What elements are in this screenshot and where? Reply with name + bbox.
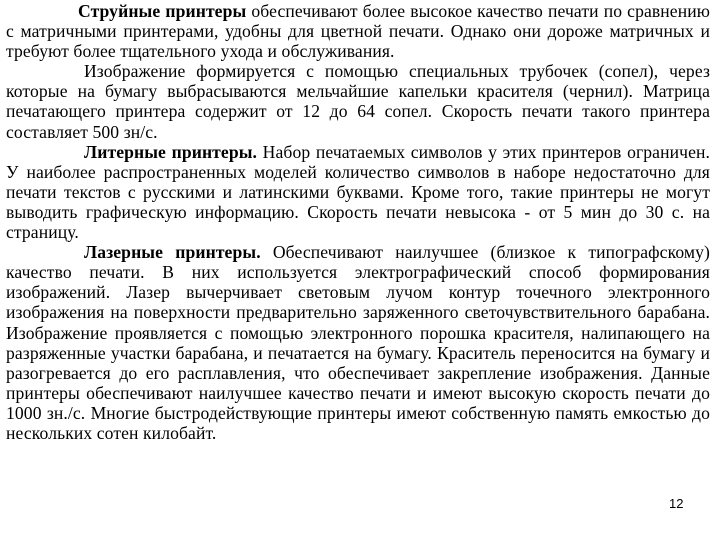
heading-inkjet-printers: Струйные принтеры: [78, 1, 247, 21]
paragraph-inkjet-details-text: Изображение формируется с помощью специальных трубочек (сопел), через которые на бумагу выбрасываются мельчайшие капельки красителя (чернил). Матрица печатающего принтера содержит от 12 до 64 сопел. Скорость печати такого принтера составляет 500 зн/с.: [6, 61, 710, 142]
paragraph-letter-printers: [6, 142, 710, 242]
paragraph-letter-text: Набор печатаемых символов у этих принтеров ограничен. У наиболее распространенных моделей количество символов в наборе недостаточно для печати текстов с русскими и латинскими буквами. Кроме того, такие принтеры не могут выводить графическую информацию. Скорость печати невысока - от 5 мин до 30 с. на страницу.: [6, 141, 710, 243]
page-number: 12: [669, 496, 684, 511]
slide-page: [6, 0, 710, 540]
paragraph-inkjet-printers: [6, 1, 710, 61]
body-text: [6, 1, 710, 443]
heading-letter-printers: Литерные принтеры.: [84, 141, 258, 162]
paragraph-laser-printers: [6, 242, 710, 443]
paragraph-laser-text: Обеспечивают наилучшее (близкое к типографскому) качество печати. В них используется электрографический способ формирования изображений. Лазер вычерчивает световым лучом контур точечного электронного изображения на поверхности предварительно заряженного светочувствительного барабана. Изображение проявляется с помощью электронного порошка красителя, налипающего на разряженные участки барабана, и печатается на бумагу. Краситель переносится на бумагу и разогревается до его расплавления, что обеспечивает закрепление изображения. Данные принтеры обеспечивают наилучшее качество печати и имеют высокую скорость печати до 1000 зн./с. Многие быстродействующие принтеры имеют собственную память емкостью до нескольких сотен килобайт.: [6, 242, 710, 443]
heading-laser-printers: Лазерные принтеры.: [84, 242, 261, 263]
paragraph-inkjet-text: обеспечивают более высокое качество печати по сравнению с матричными принтерами, удобны для цветной печати. Однако они дороже матричных и требуют более тщательного ухода и обслуживания.: [6, 1, 710, 62]
paragraph-inkjet-details: [6, 61, 710, 141]
